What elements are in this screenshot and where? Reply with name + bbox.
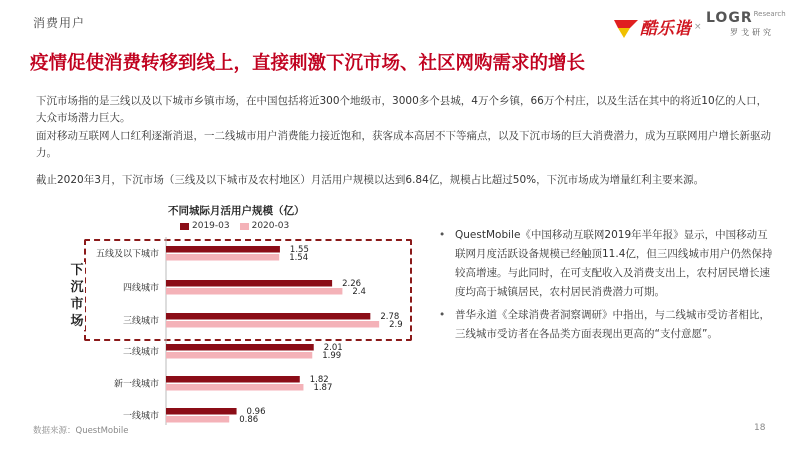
- bar-new-tier1-2019-03: [166, 376, 300, 383]
- logo-right-subtitle: 罗戈研究: [730, 28, 774, 37]
- bar-tier4-2020-03: [166, 288, 342, 295]
- category-label-tier3: 三线城市: [122, 316, 159, 327]
- bar-tier2-2020-03: [166, 352, 312, 359]
- value-label-tier3-2019-03: 2.78: [380, 312, 400, 322]
- value-label-new-tier1-2019-03: 1.82: [309, 375, 329, 385]
- insight-text: 普华永道《全球消费者洞察调研》中指出，与二线城市受访者相比，三线城市受访者在各品类方面表现出更高的“支付意愿”。: [455, 309, 770, 340]
- value-label-tier5-2019-03: 1.55: [289, 245, 309, 255]
- category-label-new-tier1: 新一线城市: [113, 379, 159, 390]
- bar-tier3-2019-03: [166, 313, 370, 320]
- bar-tier1-2019-03: [166, 408, 237, 415]
- category-label-tier4: 四线城市: [122, 283, 159, 294]
- insight-item: [437, 306, 777, 344]
- insight-item: [437, 226, 777, 302]
- lower-tier-market-label: 下沉市场: [70, 263, 84, 329]
- chart-title: 不同城际月活用户规模（亿）: [168, 205, 305, 217]
- category-label-tier2: 二线城市: [122, 347, 159, 358]
- value-label-tier2-2020-03: 1.99: [322, 351, 342, 361]
- value-label-tier3-2020-03: 2.9: [389, 320, 403, 330]
- data-source: 数据来源：QuestMobile: [33, 426, 129, 436]
- bar-tier4-2019-03: [166, 280, 332, 287]
- page-title: 疫情促使消费转移到线上，直接刺激下沉市场、社区网购需求的增长: [30, 53, 586, 74]
- bar-tier5-2020-03: [166, 254, 279, 261]
- bar-tier5-2019-03: [166, 246, 280, 253]
- bar-tier2-2019-03: [166, 344, 314, 351]
- legend-label-2019: 2019-03: [192, 221, 230, 231]
- bullet-icon: •: [439, 229, 446, 241]
- value-label-tier2-2019-03: 2.01: [323, 343, 343, 353]
- paragraph-2: 面对移动互联网人口红利逐渐消退，一二线城市用户消费能力接近饱和，获客成本高居不下等痛点，以及下沉市场的巨大消费潜力，成为互联网用户增长新驱动力。: [36, 130, 771, 159]
- value-label-new-tier1-2020-03: 1.87: [313, 383, 333, 393]
- bullet-icon: •: [439, 309, 446, 321]
- value-label-tier1-2019-03: 0.96: [246, 407, 266, 417]
- value-label-tier4-2019-03: 2.26: [342, 279, 362, 289]
- section-label: 消费用户: [33, 16, 86, 30]
- logo-separator: ×: [694, 22, 702, 32]
- legend-label-2020: 2020-03: [251, 221, 290, 231]
- bar-tier1-2020-03: [166, 416, 229, 423]
- category-label-tier5: 五线及以下城市: [95, 249, 159, 260]
- bar-new-tier1-2020-03: [166, 384, 303, 391]
- svg-text:酷乐谐: 酷乐谐: [640, 19, 691, 39]
- paragraph-1: 下沉市场指的是三线以及以下城市乡镇市场，在中国包括将近300个地级市，3000多个县城，4万个乡镇，66万个村庄，以及生活在其中的将近10亿的人口，大众市场潜力巨大。: [36, 95, 768, 124]
- category-label-tier1: 一线城市: [122, 411, 159, 422]
- page-number: 18: [754, 423, 766, 433]
- logo-right-wordmark: $LOGR^{Research}$: [706, 10, 786, 26]
- value-label-tier5-2020-03: 1.54: [289, 253, 309, 263]
- insight-text: QuestMobile《中国移动互联网2019年半年报》显示，中国移动互联网月度活跃设备规模已经触顶11.4亿，但三四线城市用户仍然保持较高增速。与此同时，在可支配收入及消费支出上，农村居民增长速度均高于城镇居民，农村居民消费潜力可期。: [455, 229, 773, 298]
- insight-list: [437, 226, 777, 348]
- bar-tier3-2020-03: [166, 321, 379, 328]
- value-label-tier1-2020-03: 0.86: [239, 415, 259, 425]
- paragraph-3: 截止2020年3月，下沉市场（三线及以下城市及农村地区）月活用户规模以达到6.84亿，规模占比超过50%，下沉市场成为增量红利主要来源。: [36, 174, 705, 186]
- value-label-tier4-2020-03: 2.4: [352, 287, 366, 297]
